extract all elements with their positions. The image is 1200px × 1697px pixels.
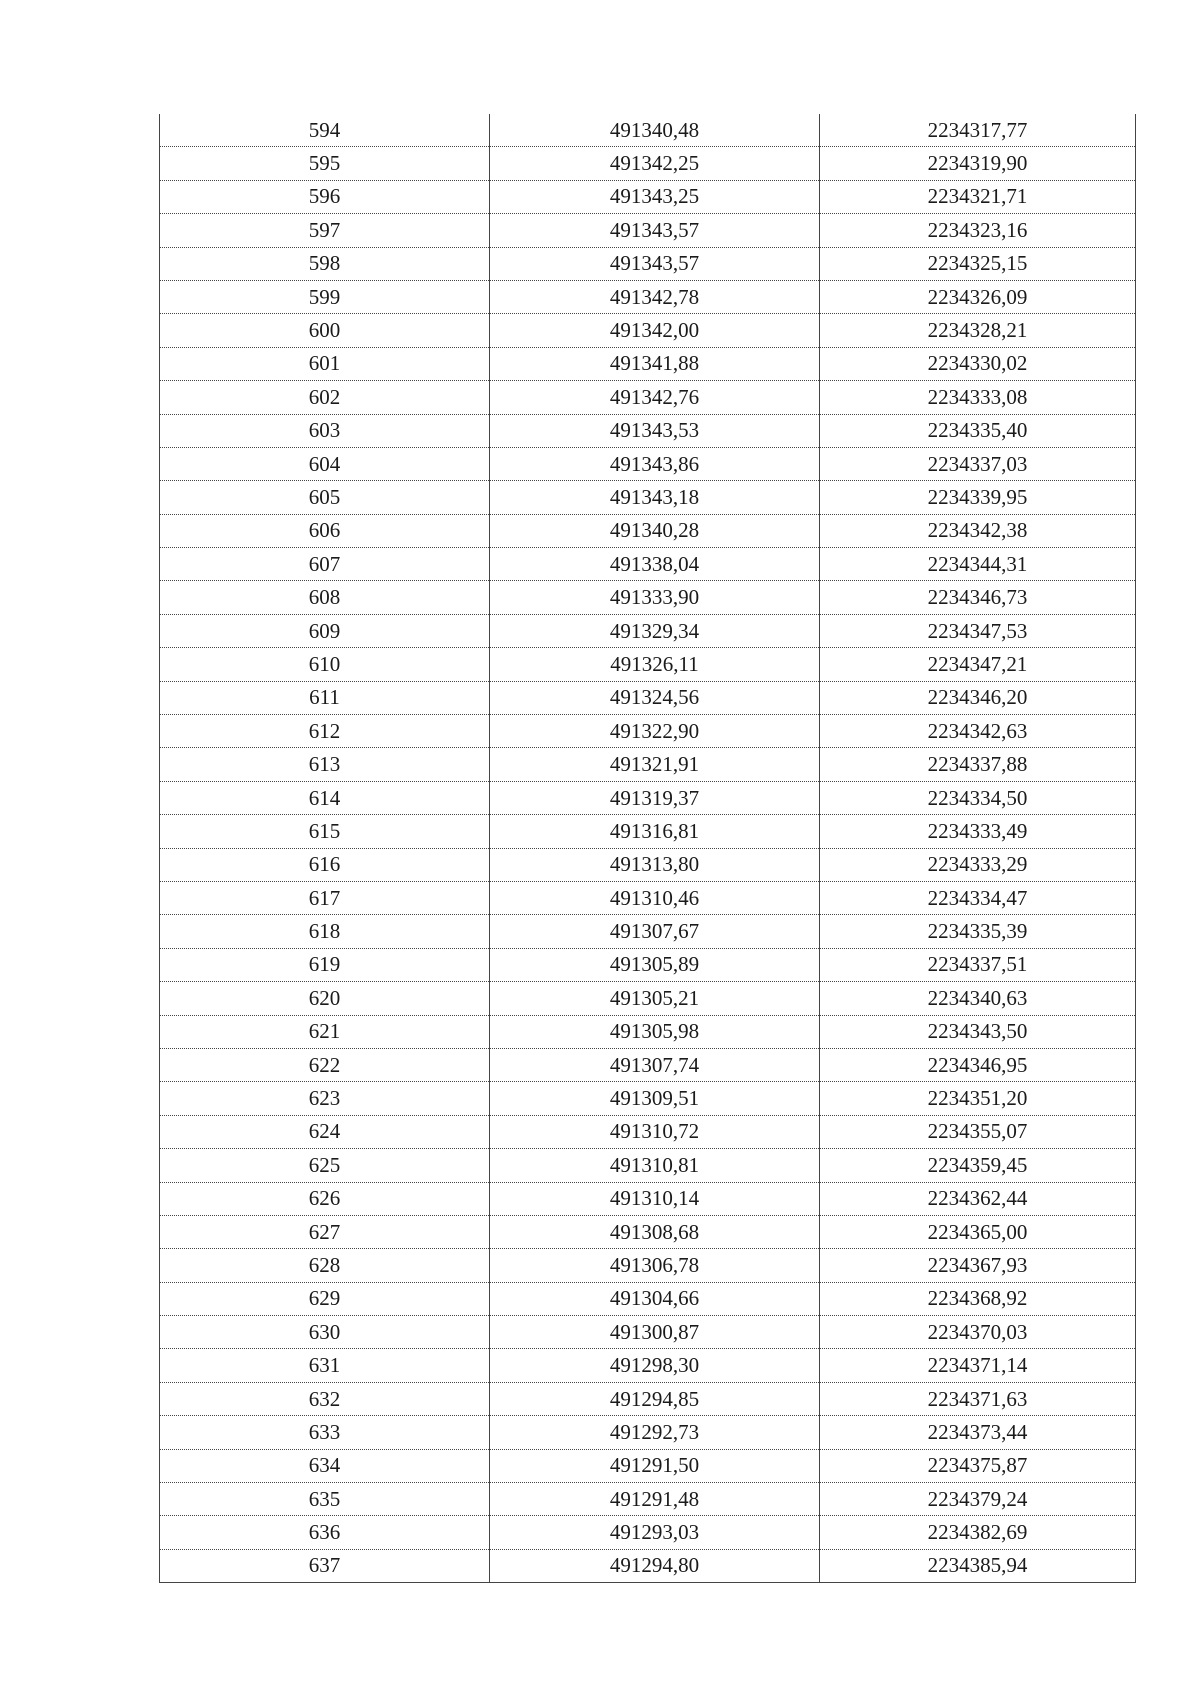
point-number-cell: 603 xyxy=(160,414,490,447)
y-coordinate-cell: 2234342,63 xyxy=(820,715,1136,748)
point-number-cell: 620 xyxy=(160,982,490,1015)
point-number-cell: 596 xyxy=(160,180,490,213)
y-coordinate-cell: 2234373,44 xyxy=(820,1416,1136,1449)
x-coordinate-cell: 491310,81 xyxy=(490,1149,820,1182)
point-number-cell: 626 xyxy=(160,1182,490,1215)
x-coordinate-cell: 491343,86 xyxy=(490,447,820,480)
table-row xyxy=(160,347,1136,380)
table-row xyxy=(160,748,1136,781)
point-number-cell: 621 xyxy=(160,1015,490,1048)
table-row xyxy=(160,1249,1136,1282)
x-coordinate-cell: 491310,14 xyxy=(490,1182,820,1215)
y-coordinate-cell: 2234335,39 xyxy=(820,915,1136,948)
y-coordinate-cell: 2234362,44 xyxy=(820,1182,1136,1215)
x-coordinate-cell: 491342,25 xyxy=(490,147,820,180)
y-coordinate-cell: 2234351,20 xyxy=(820,1082,1136,1115)
x-coordinate-cell: 491293,03 xyxy=(490,1516,820,1549)
x-coordinate-cell: 491340,28 xyxy=(490,514,820,547)
x-coordinate-cell: 491306,78 xyxy=(490,1249,820,1282)
table-row xyxy=(160,1149,1136,1182)
table-row xyxy=(160,1048,1136,1081)
x-coordinate-cell: 491319,37 xyxy=(490,781,820,814)
x-coordinate-cell: 491308,68 xyxy=(490,1215,820,1248)
point-number-cell: 607 xyxy=(160,548,490,581)
y-coordinate-cell: 2234343,50 xyxy=(820,1015,1136,1048)
x-coordinate-cell: 491305,89 xyxy=(490,948,820,981)
point-number-cell: 627 xyxy=(160,1215,490,1248)
point-number-cell: 634 xyxy=(160,1449,490,1482)
y-coordinate-cell: 2234342,38 xyxy=(820,514,1136,547)
table-row xyxy=(160,1449,1136,1482)
table-row xyxy=(160,715,1136,748)
y-coordinate-cell: 2234339,95 xyxy=(820,481,1136,514)
point-number-cell: 623 xyxy=(160,1082,490,1115)
y-coordinate-cell: 2234385,94 xyxy=(820,1549,1136,1582)
y-coordinate-cell: 2234333,08 xyxy=(820,381,1136,414)
point-number-cell: 601 xyxy=(160,347,490,380)
table-row xyxy=(160,214,1136,247)
table-row xyxy=(160,548,1136,581)
table-row xyxy=(160,1483,1136,1516)
table-row xyxy=(160,1015,1136,1048)
y-coordinate-cell: 2234334,50 xyxy=(820,781,1136,814)
table-row xyxy=(160,648,1136,681)
y-coordinate-cell: 2234325,15 xyxy=(820,247,1136,280)
x-coordinate-cell: 491342,78 xyxy=(490,280,820,313)
point-number-cell: 622 xyxy=(160,1048,490,1081)
point-number-cell: 635 xyxy=(160,1483,490,1516)
x-coordinate-cell: 491342,76 xyxy=(490,381,820,414)
table-row xyxy=(160,114,1136,147)
y-coordinate-cell: 2234371,14 xyxy=(820,1349,1136,1382)
table-row xyxy=(160,314,1136,347)
point-number-cell: 611 xyxy=(160,681,490,714)
y-coordinate-cell: 2234323,16 xyxy=(820,214,1136,247)
point-number-cell: 604 xyxy=(160,447,490,480)
y-coordinate-cell: 2234333,49 xyxy=(820,815,1136,848)
point-number-cell: 636 xyxy=(160,1516,490,1549)
table-row xyxy=(160,848,1136,881)
table-row xyxy=(160,1382,1136,1415)
table-row xyxy=(160,247,1136,280)
point-number-cell: 605 xyxy=(160,481,490,514)
point-number-cell: 624 xyxy=(160,1115,490,1148)
x-coordinate-cell: 491329,34 xyxy=(490,614,820,647)
y-coordinate-cell: 2234382,69 xyxy=(820,1516,1136,1549)
x-coordinate-cell: 491316,81 xyxy=(490,815,820,848)
point-number-cell: 595 xyxy=(160,147,490,180)
coordinates-table xyxy=(159,114,1136,1583)
table-row xyxy=(160,614,1136,647)
x-coordinate-cell: 491291,50 xyxy=(490,1449,820,1482)
table-row xyxy=(160,982,1136,1015)
x-coordinate-cell: 491310,72 xyxy=(490,1115,820,1148)
x-coordinate-cell: 491305,98 xyxy=(490,1015,820,1048)
table-row xyxy=(160,1516,1136,1549)
point-number-cell: 609 xyxy=(160,614,490,647)
point-number-cell: 606 xyxy=(160,514,490,547)
point-number-cell: 600 xyxy=(160,314,490,347)
y-coordinate-cell: 2234337,51 xyxy=(820,948,1136,981)
point-number-cell: 615 xyxy=(160,815,490,848)
x-coordinate-cell: 491309,51 xyxy=(490,1082,820,1115)
y-coordinate-cell: 2234344,31 xyxy=(820,548,1136,581)
point-number-cell: 618 xyxy=(160,915,490,948)
x-coordinate-cell: 491307,74 xyxy=(490,1048,820,1081)
point-number-cell: 616 xyxy=(160,848,490,881)
table-row xyxy=(160,1082,1136,1115)
point-number-cell: 598 xyxy=(160,247,490,280)
x-coordinate-cell: 491304,66 xyxy=(490,1282,820,1315)
point-number-cell: 602 xyxy=(160,381,490,414)
table-row xyxy=(160,147,1136,180)
y-coordinate-cell: 2234335,40 xyxy=(820,414,1136,447)
table-row xyxy=(160,447,1136,480)
x-coordinate-cell: 491342,00 xyxy=(490,314,820,347)
y-coordinate-cell: 2234346,73 xyxy=(820,581,1136,614)
x-coordinate-cell: 491326,11 xyxy=(490,648,820,681)
x-coordinate-cell: 491291,48 xyxy=(490,1483,820,1516)
y-coordinate-cell: 2234359,45 xyxy=(820,1149,1136,1182)
point-number-cell: 629 xyxy=(160,1282,490,1315)
x-coordinate-cell: 491300,87 xyxy=(490,1316,820,1349)
y-coordinate-cell: 2234371,63 xyxy=(820,1382,1136,1415)
y-coordinate-cell: 2234330,02 xyxy=(820,347,1136,380)
y-coordinate-cell: 2234375,87 xyxy=(820,1449,1136,1482)
point-number-cell: 612 xyxy=(160,715,490,748)
coordinates-table-body xyxy=(160,114,1136,1583)
table-row xyxy=(160,1349,1136,1382)
table-row xyxy=(160,781,1136,814)
x-coordinate-cell: 491343,18 xyxy=(490,481,820,514)
table-row xyxy=(160,581,1136,614)
table-row xyxy=(160,280,1136,313)
y-coordinate-cell: 2234328,21 xyxy=(820,314,1136,347)
point-number-cell: 637 xyxy=(160,1549,490,1582)
table-row xyxy=(160,1182,1136,1215)
x-coordinate-cell: 491307,67 xyxy=(490,915,820,948)
table-row xyxy=(160,1549,1136,1582)
point-number-cell: 608 xyxy=(160,581,490,614)
y-coordinate-cell: 2234340,63 xyxy=(820,982,1136,1015)
point-number-cell: 613 xyxy=(160,748,490,781)
x-coordinate-cell: 491338,04 xyxy=(490,548,820,581)
y-coordinate-cell: 2234368,92 xyxy=(820,1282,1136,1315)
table-row xyxy=(160,1282,1136,1315)
y-coordinate-cell: 2234317,77 xyxy=(820,114,1136,147)
table-row xyxy=(160,815,1136,848)
x-coordinate-cell: 491292,73 xyxy=(490,1416,820,1449)
point-number-cell: 630 xyxy=(160,1316,490,1349)
x-coordinate-cell: 491294,80 xyxy=(490,1549,820,1582)
point-number-cell: 633 xyxy=(160,1416,490,1449)
point-number-cell: 631 xyxy=(160,1349,490,1382)
point-number-cell: 617 xyxy=(160,881,490,914)
x-coordinate-cell: 491343,57 xyxy=(490,247,820,280)
table-row xyxy=(160,414,1136,447)
x-coordinate-cell: 491324,56 xyxy=(490,681,820,714)
x-coordinate-cell: 491294,85 xyxy=(490,1382,820,1415)
y-coordinate-cell: 2234347,21 xyxy=(820,648,1136,681)
x-coordinate-cell: 491298,30 xyxy=(490,1349,820,1382)
y-coordinate-cell: 2234337,03 xyxy=(820,447,1136,480)
y-coordinate-cell: 2234346,20 xyxy=(820,681,1136,714)
point-number-cell: 625 xyxy=(160,1149,490,1182)
y-coordinate-cell: 2234370,03 xyxy=(820,1316,1136,1349)
point-number-cell: 599 xyxy=(160,280,490,313)
table-row xyxy=(160,1115,1136,1148)
table-row xyxy=(160,481,1136,514)
table-row xyxy=(160,180,1136,213)
x-coordinate-cell: 491340,48 xyxy=(490,114,820,147)
point-number-cell: 597 xyxy=(160,214,490,247)
table-row xyxy=(160,1316,1136,1349)
y-coordinate-cell: 2234365,00 xyxy=(820,1215,1136,1248)
x-coordinate-cell: 491333,90 xyxy=(490,581,820,614)
table-row xyxy=(160,1215,1136,1248)
table-row xyxy=(160,381,1136,414)
table-row xyxy=(160,915,1136,948)
x-coordinate-cell: 491343,53 xyxy=(490,414,820,447)
point-number-cell: 628 xyxy=(160,1249,490,1282)
table-row xyxy=(160,948,1136,981)
point-number-cell: 632 xyxy=(160,1382,490,1415)
table-row xyxy=(160,681,1136,714)
table-row xyxy=(160,1416,1136,1449)
x-coordinate-cell: 491343,57 xyxy=(490,214,820,247)
y-coordinate-cell: 2234321,71 xyxy=(820,180,1136,213)
y-coordinate-cell: 2234355,07 xyxy=(820,1115,1136,1148)
y-coordinate-cell: 2234333,29 xyxy=(820,848,1136,881)
x-coordinate-cell: 491305,21 xyxy=(490,982,820,1015)
x-coordinate-cell: 491321,91 xyxy=(490,748,820,781)
table-row xyxy=(160,881,1136,914)
y-coordinate-cell: 2234379,24 xyxy=(820,1483,1136,1516)
x-coordinate-cell: 491343,25 xyxy=(490,180,820,213)
point-number-cell: 619 xyxy=(160,948,490,981)
y-coordinate-cell: 2234337,88 xyxy=(820,748,1136,781)
x-coordinate-cell: 491310,46 xyxy=(490,881,820,914)
y-coordinate-cell: 2234326,09 xyxy=(820,280,1136,313)
y-coordinate-cell: 2234346,95 xyxy=(820,1048,1136,1081)
x-coordinate-cell: 491322,90 xyxy=(490,715,820,748)
x-coordinate-cell: 491313,80 xyxy=(490,848,820,881)
y-coordinate-cell: 2234319,90 xyxy=(820,147,1136,180)
table-row xyxy=(160,514,1136,547)
y-coordinate-cell: 2234334,47 xyxy=(820,881,1136,914)
y-coordinate-cell: 2234367,93 xyxy=(820,1249,1136,1282)
y-coordinate-cell: 2234347,53 xyxy=(820,614,1136,647)
x-coordinate-cell: 491341,88 xyxy=(490,347,820,380)
point-number-cell: 594 xyxy=(160,114,490,147)
point-number-cell: 614 xyxy=(160,781,490,814)
point-number-cell: 610 xyxy=(160,648,490,681)
